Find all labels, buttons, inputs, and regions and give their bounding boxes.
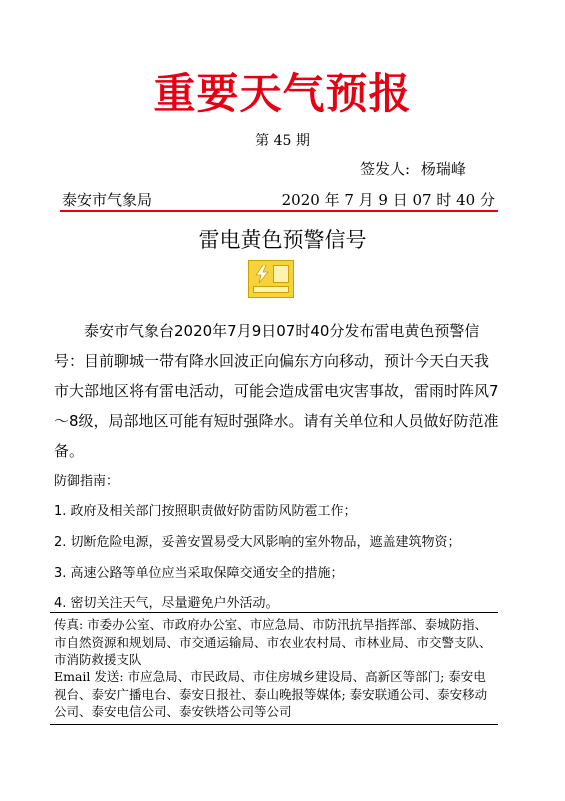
email-recipients: Email 发送: 市应急局、市民政局、市住房城乡建设局、高新区等部门; 泰安电视台、泰安广播电台、泰安日报社、泰山晚报等媒体; 泰安联通公司、泰安移动公司、泰安电信公司、泰安铁塔公司等公司 — [54, 669, 488, 719]
guide-item: 4. 密切关注天气，尽量避免户外活动。 — [54, 596, 279, 611]
signal-label-bar — [253, 286, 289, 293]
warning-title: 雷电黄色预警信号 — [198, 228, 367, 252]
guide-item: 2. 切断危险电源，妥善安置易受大风影响的室外物品，遮盖建筑物资； — [54, 535, 461, 550]
issue-number: 第 45 期 — [255, 133, 310, 149]
signer — [360, 158, 466, 179]
thunder-yellow-warning-icon — [248, 260, 294, 298]
guide-item: 1. 政府及相关部门按照职责做好防雷防风防雹工作； — [54, 504, 357, 519]
signer-name: 杨瑞峰 — [420, 160, 466, 178]
footer-divider-bottom — [50, 724, 498, 725]
guide-heading: 防御指南： — [54, 474, 120, 489]
footer-divider-top — [50, 612, 498, 613]
fax-recipients: 传真: 市委办公室、市政府办公室、市应急局、市防汛抗旱指挥部、泰城防指、市自然资源和规划局、市交通运输局、市农业农村局、市林业局、市交警支队、市消防救援支队 — [54, 617, 492, 667]
document-title: 重要天气预报 — [153, 69, 412, 118]
lightning-icon — [255, 265, 269, 283]
issue-datetime: 2020 年 7 月 9 日 07 时 40 分 — [281, 191, 495, 209]
signer-label: 签发人: — [360, 160, 411, 178]
warning-body: 泰安市气象台2020年7月9日07时40分发布雷电黄色预警信号：目前聊城一带有降水回波正向偏东方向移动，预计今天白天我市大部地区将有雷电活动，可能会造成雷电灾害事故，雷雨时阵风7～8级，局部地区可能有短时强降水。请有关单位和人员做好防范准备。 — [54, 322, 499, 460]
guide-item: 3. 高速公路等单位应当采取保障交通安全的措施； — [54, 566, 344, 581]
issuing-organization: 泰安市气象局 — [62, 191, 153, 209]
header-divider — [60, 210, 498, 212]
signal-level-badge — [273, 265, 289, 283]
